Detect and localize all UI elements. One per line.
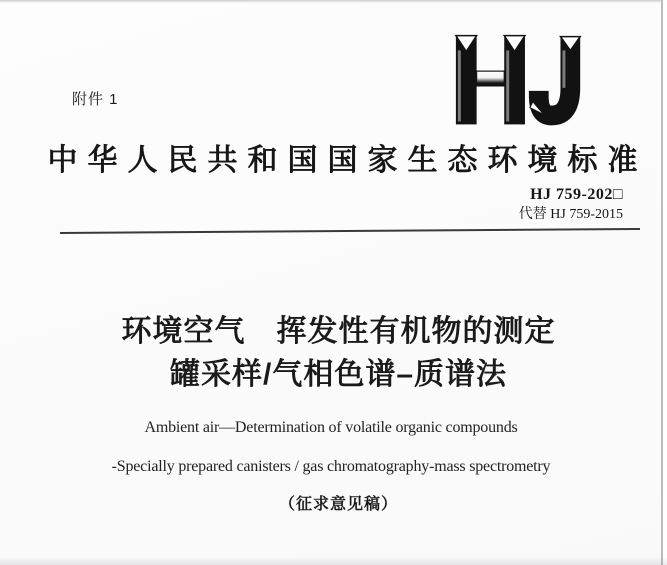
header-rule: [60, 228, 640, 234]
replaces-note: 代替 HJ 759-2015: [518, 207, 623, 222]
standard-number: HJ 759-202□: [530, 186, 623, 203]
title-en-line1: Ambient air—Determination of volatile organic compounds: [144, 419, 518, 436]
attachment-label: 附件 1: [72, 91, 119, 108]
page-edge-bottom: [0, 557, 667, 565]
standard-number-block: [519, 185, 623, 224]
page-edge-right: [661, 0, 663, 565]
draft-note: （征求意见稿）: [278, 496, 398, 513]
standard-heading: 中华人民共和国国家生态环境标准: [47, 144, 648, 177]
hj-logo-graphic: [448, 30, 596, 130]
title-zh-line2: 罐采样/气相色谱–质谱法: [169, 358, 508, 391]
title-en-line2: -Specially prepared canisters / gas chromatography-mass spectrometry: [111, 458, 551, 475]
page-edge-top: [0, 0, 667, 3]
hj-logo: [448, 30, 596, 130]
page-edge-right-paper: [663, 0, 667, 565]
title-zh-line1: 环境空气 挥发性有机物的测定: [121, 315, 556, 348]
